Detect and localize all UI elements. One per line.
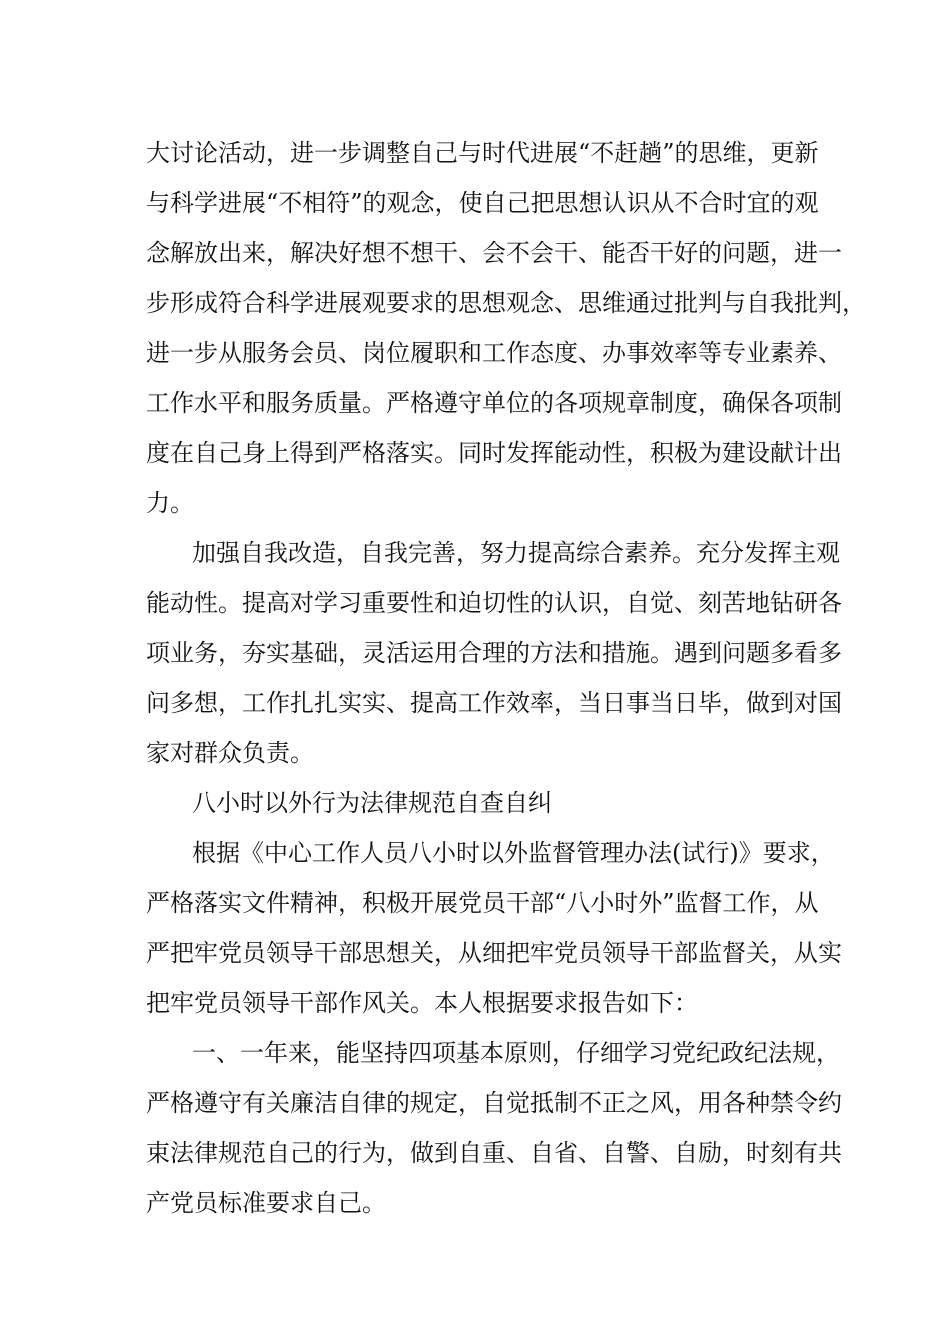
text-line: 问多想，工作扎扎实实、提高工作效率，当日事当日毕，做到对国 <box>146 689 842 717</box>
text-line: 念解放出来，解决好想不想干、会不会干、能否干好的问题，进一 <box>146 239 842 267</box>
section-heading: 八小时以外行为法律规范自查自纠 <box>192 789 552 817</box>
text-line: 把牢党员领导干部作风关。本人根据要求报告如下： <box>146 989 698 1017</box>
document-body <box>146 128 866 1228</box>
paragraph-first-line: 根据《中心工作人员八小时以外监督管理办法(试行)》要求， <box>192 839 835 867</box>
text-line: 度在自己身上得到严格落实。同时发挥能动性，积极为建设献计出 <box>146 439 842 467</box>
text-line: 力。 <box>146 489 194 517</box>
text-line: 进一步从服务会员、岗位履职和工作态度、办事效率等专业素养、 <box>146 339 842 367</box>
paragraph-first-line: 加强自我改造，自我完善，努力提高综合素养。充分发挥主观 <box>192 539 840 567</box>
text-line: 产党员标准要求自己。 <box>146 1189 386 1217</box>
text-line: 大讨论活动，进一步调整自己与时代进展“不赶趟”的思维，更新 <box>146 139 819 167</box>
text-line: 项业务，夯实基础，灵活运用合理的方法和措施。遇到问题多看多 <box>146 639 842 667</box>
text-line: 严把牢党员领导干部思想关，从细把牢党员领导干部监督关，从实 <box>146 939 842 967</box>
text-line: 工作水平和服务质量。严格遵守单位的各项规章制度，确保各项制 <box>146 389 842 417</box>
text-line: 束法律规范自己的行为，做到自重、自省、自警、自励，时刻有共 <box>146 1139 842 1167</box>
text-line: 严格落实文件精神，积极开展党员干部“八小时外”监督工作，从 <box>146 889 819 917</box>
text-line: 与科学进展“不相符”的观念，使自己把思想认识从不合时宜的观 <box>146 189 819 217</box>
text-line: 家对群众负责。 <box>146 739 314 767</box>
text-line: 步形成符合科学进展观要求的思想观念、思维通过批判与自我批判， <box>146 289 866 317</box>
text-line: 能动性。提高对学习重要性和迫切性的认识，自觉、刻苦地钻研各 <box>146 589 842 617</box>
text-line: 严格遵守有关廉洁自律的规定，自觉抵制不正之风，用各种禁令约 <box>146 1089 842 1117</box>
paragraph-first-line: 一、一年来，能坚持四项基本原则，仔细学习党纪政纪法规， <box>192 1039 840 1067</box>
